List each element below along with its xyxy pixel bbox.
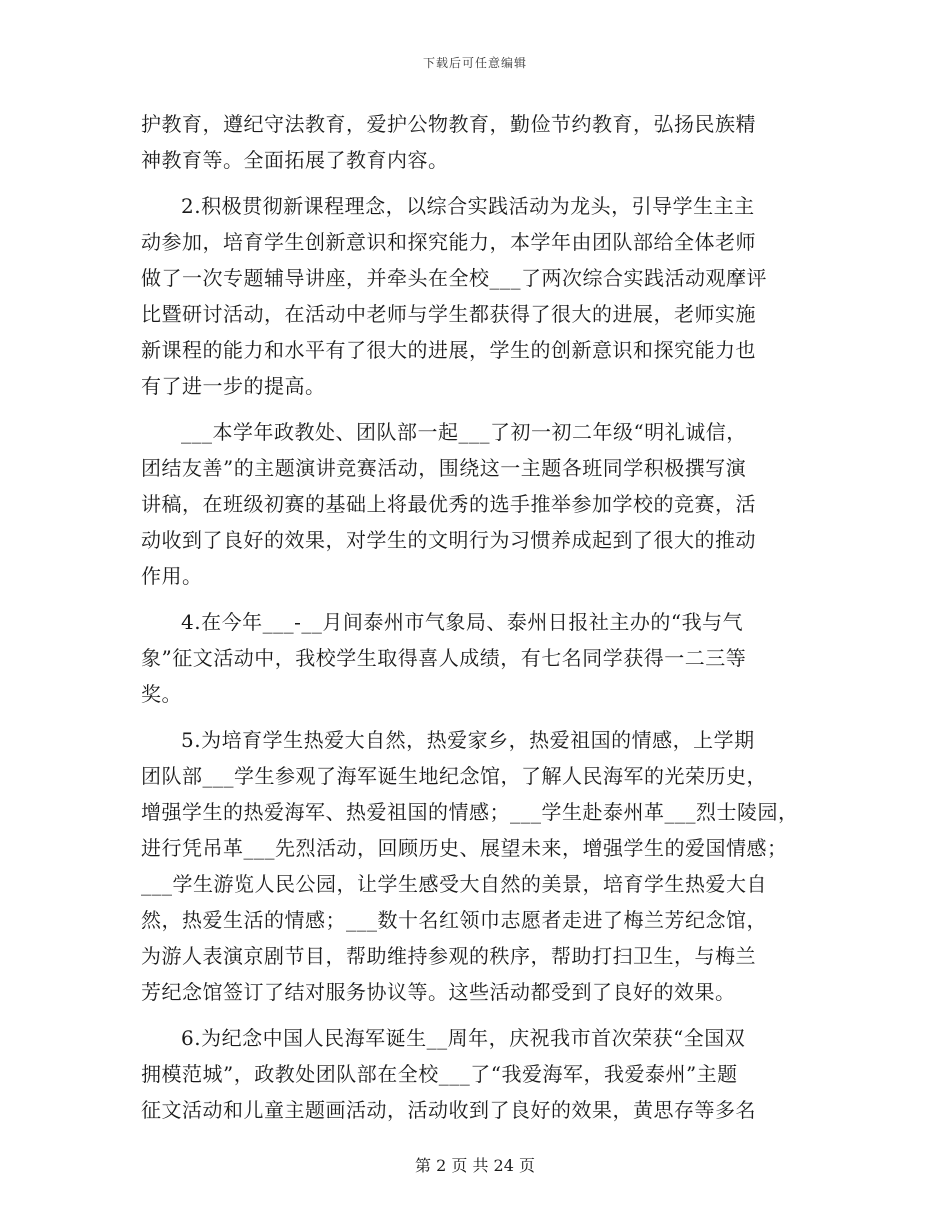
text-line: 作用。 (141, 564, 203, 588)
text-line: 团结友善”的主题演讲竞赛活动，围绕这一主题各班同学积极撰写演 (141, 456, 747, 480)
text-line: 然，热爱生活的情感；___数十名红领巾志愿者走进了梅兰芳纪念馆， (141, 908, 767, 932)
text-line: 比暨研讨活动，在活动中老师与学生都获得了很大的进展，老师实施 (141, 302, 756, 326)
text-line: 神教育等。全面拓展了教育内容。 (141, 148, 449, 172)
text-line: 6.为纪念中国人民海军诞生__周年，庆祝我市首次荣获“全国双 (181, 1026, 746, 1050)
text-line: 讲稿，在班级初赛的基础上将最优秀的选手推举参加学校的竞赛，活 (141, 492, 756, 516)
text-line: 5.为培育学生热爱大自然，热爱家乡，热爱祖国的情感，上学期 (181, 728, 755, 752)
text-line: 2.积极贯彻新课程理念，以综合实践活动为龙头，引导学生主主 (181, 194, 755, 218)
text-line: 动参加，培育学生创新意识和探究能力，本学年由团队部给全体老师 (141, 230, 756, 254)
text-line: 进行凭吊革___先烈活动，回顾历史、展望未来，增强学生的爱国情感； (141, 836, 788, 860)
text-line: 做了一次专题辅导讲座，并牵头在全校___了两次综合实践活动观摩评 (141, 266, 767, 290)
text-line: 动收到了良好的效果，对学生的文明行为习惯养成起到了很大的推动 (141, 528, 756, 552)
text-line: 拥模范城”，政教处团队部在全校___了“我爱海军，我爱泰州”主题 (141, 1062, 738, 1086)
text-line: 护教育，遵纪守法教育，爱护公物教育，勤俭节约教育，弘扬民族精 (141, 112, 756, 136)
page-header-note: 下载后可任意编辑 (422, 56, 527, 70)
text-line: 新课程的能力和水平有了很大的进展，学生的创新意识和探究能力也 (141, 338, 756, 362)
text-line: 有了进一步的提高。 (141, 374, 326, 398)
text-line: ___本学年政教处、团队部一起___了初一初二年级“明礼诚信， (181, 420, 747, 444)
text-line: 奖。 (141, 682, 182, 706)
paragraph (141, 1020, 816, 1128)
paragraph (141, 722, 816, 1010)
paragraph (141, 414, 816, 594)
text-line: 为游人表演京剧节目，帮助维持参观的秩序，帮助打扫卫生，与梅兰 (141, 944, 756, 968)
paragraph (141, 604, 816, 712)
text-line: 芳纪念馆签订了结对服务协议等。这些活动都受到了良好的效果。 (141, 980, 736, 1004)
text-line: 团队部___学生参观了海军诞生地纪念馆，了解人民海军的光荣历史， (141, 764, 767, 788)
paragraph (141, 106, 816, 178)
text-line: ___学生游览人民公园，让学生感受大自然的美景，培育学生热爱大自 (141, 872, 767, 896)
paragraph (141, 188, 816, 404)
text-line: 象”征文活动中，我校学生取得喜人成绩，有七名同学获得一二三等 (141, 646, 747, 670)
page-number: 第 2 页 共 24 页 (415, 1156, 535, 1175)
document-body (141, 106, 816, 1138)
text-line: 增强学生的热爱海军、热爱祖国的情感；___学生赴泰州革___烈士陵园， (141, 800, 799, 824)
text-line: 4.在今年___-__月间泰州市气象局、泰州日报社主办的“我与气 (181, 610, 744, 634)
text-line: 征文活动和儿童主题画活动，活动收到了良好的效果，黄思存等多名 (141, 1098, 756, 1122)
